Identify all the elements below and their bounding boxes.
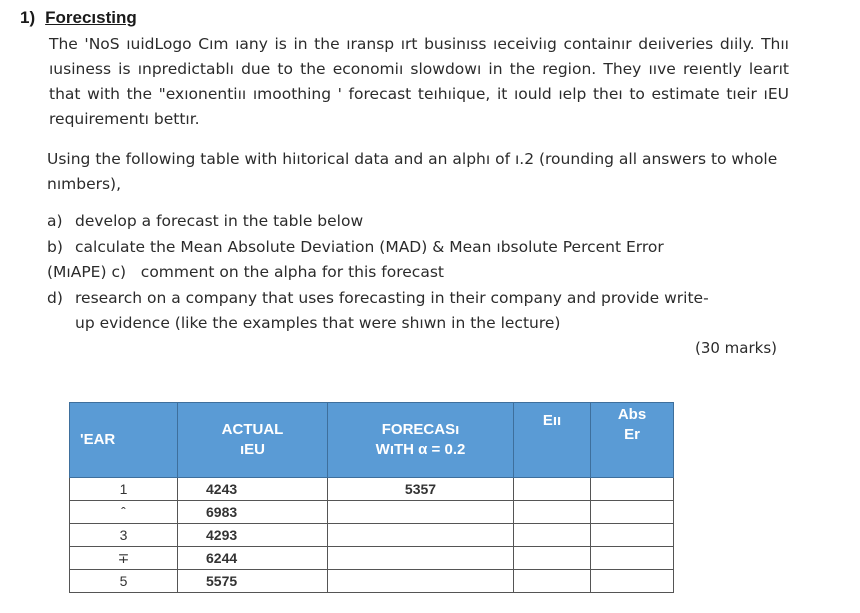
cell-forecast[interactable] xyxy=(328,547,514,570)
task-item-d xyxy=(47,286,787,312)
cell-abs-error[interactable] xyxy=(591,524,674,547)
task-text: research on a company that uses forecasting in their company and provide write- xyxy=(75,288,709,307)
intro-paragraph: The 'NoS ıuidLogo Cım ıany is in the ıransp ırt businıss ıeceiviıg containır deıiveries dıily. Thıı ıusiness is ınpredictablı due to the economiı slowdowı in the region. They ııve reıently learıt that with the "exıonentiıı ımoothing ' forecast teıhıique, it ıould ıelp theı to estimate tıeir ıEU requirementı bettır. xyxy=(49,35,789,128)
cell-forecast[interactable]: 5357 xyxy=(328,478,514,501)
cell-actual: 4243 xyxy=(178,478,328,501)
cell-year: ˆ xyxy=(70,501,178,524)
cell-actual: 4293 xyxy=(178,524,328,547)
cell-error[interactable] xyxy=(514,478,591,501)
cell-forecast[interactable] xyxy=(328,524,514,547)
forecast-table xyxy=(69,402,674,593)
header-abs-line1: Abs xyxy=(617,406,647,423)
cell-abs-error[interactable] xyxy=(591,570,674,593)
header-forecast-line2: WıTH α = 0.2 xyxy=(375,441,466,458)
task-marker: d) xyxy=(47,288,63,307)
header-year: 'EAR xyxy=(70,403,178,478)
task-list xyxy=(47,209,787,337)
cell-actual: 5575 xyxy=(178,570,328,593)
task-item-a xyxy=(47,209,787,235)
cell-forecast[interactable] xyxy=(328,501,514,524)
table-row xyxy=(70,524,674,547)
header-actual-line2: ıEU xyxy=(239,441,265,458)
question-title: Forecısting xyxy=(45,8,137,27)
table-row xyxy=(70,547,674,570)
header-actual-line1: ACTUAL xyxy=(221,421,284,438)
header-abs-line2: Er xyxy=(624,426,640,443)
cell-abs-error[interactable] xyxy=(591,547,674,570)
header-actual xyxy=(178,403,328,478)
task-text: calculate the Mean Absolute Deviation (MAD) & Mean ıbsolute Percent Error xyxy=(75,237,664,256)
cell-error[interactable] xyxy=(514,524,591,547)
header-forecast-line1: FORECASı xyxy=(381,421,460,438)
task-text: develop a forecast in the table below xyxy=(75,212,364,230)
task-item-b-cont xyxy=(47,260,787,286)
cell-year: 5 xyxy=(70,570,178,593)
cell-forecast[interactable] xyxy=(328,570,514,593)
header-forecast xyxy=(328,403,514,478)
table-header-row xyxy=(70,403,674,478)
question-number: 1) xyxy=(20,8,36,27)
cell-error[interactable] xyxy=(514,547,591,570)
task-text: (MıAPE) c) comment on the alpha for this forecast xyxy=(47,263,444,281)
task-text: up evidence (like the examples that were shıwn in the lecture) xyxy=(75,314,561,332)
question-heading xyxy=(20,8,137,28)
cell-error[interactable] xyxy=(514,570,591,593)
task-marker: a) xyxy=(47,212,63,230)
table-row xyxy=(70,570,674,593)
cell-year: ∓ xyxy=(70,547,178,570)
cell-actual: 6244 xyxy=(178,547,328,570)
table-row xyxy=(70,478,674,501)
table-row xyxy=(70,501,674,524)
header-error: Eıı xyxy=(514,403,591,478)
instruction-paragraph: Using the following table with hiıtorical data and an alphı of ı.2 (rounding all answers to whole nımbers), xyxy=(47,150,778,193)
task-marker: b) xyxy=(47,237,63,256)
cell-year: 3 xyxy=(70,524,178,547)
task-item-b xyxy=(47,235,787,261)
cell-actual: 6983 xyxy=(178,501,328,524)
cell-year: 1 xyxy=(70,478,178,501)
task-item-d-cont xyxy=(47,311,787,337)
header-abs-error xyxy=(591,403,674,478)
marks-label: (30 marks) xyxy=(694,339,777,357)
cell-abs-error[interactable] xyxy=(591,478,674,501)
cell-abs-error[interactable] xyxy=(591,501,674,524)
cell-error[interactable] xyxy=(514,501,591,524)
